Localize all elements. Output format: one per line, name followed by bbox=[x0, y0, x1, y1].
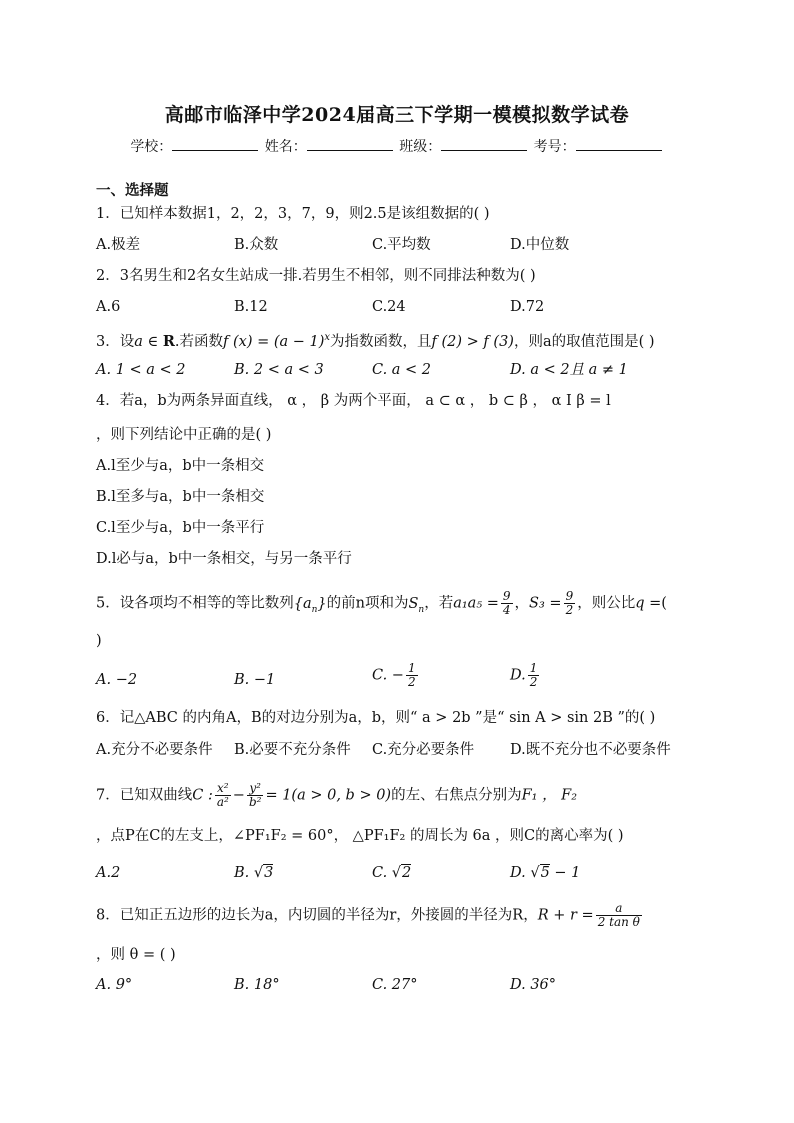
question-3-option-b[interactable]: B. 2 < a < 3 bbox=[234, 362, 324, 378]
q8-f-den: 2 tan θ bbox=[597, 915, 640, 929]
q3-exponent: x bbox=[324, 332, 331, 343]
q3-inequality: f (2) > f (3) bbox=[431, 333, 514, 350]
question-7-stem-line2: ，点P在C的左支上，∠PF₁F₂ = 60°， △PF₁F₂ 的周长为 6a ，则C的离心率为( ) bbox=[96, 828, 624, 844]
q7-opt-b-prefix: B. bbox=[234, 865, 250, 881]
question-8-option-c[interactable]: C. 27° bbox=[372, 977, 418, 993]
question-7-option-d[interactable]: D. √5 − 1 bbox=[510, 865, 581, 881]
question-6-option-c[interactable]: C.充分必要条件 bbox=[372, 742, 475, 758]
q5-opt-d-num: 1 bbox=[529, 661, 538, 675]
q7-opt-b-radicand: 3 bbox=[264, 865, 274, 881]
q5-seq-close: } bbox=[317, 595, 327, 612]
q5-seq-sub: n bbox=[311, 604, 318, 615]
q5-opt-c-num: 1 bbox=[407, 661, 416, 675]
question-4-option-d[interactable]: D.l必与a，b中一条相交，与另一条平行 bbox=[96, 551, 352, 567]
class-label: 班级： bbox=[399, 139, 442, 155]
school-label: 学校： bbox=[130, 139, 173, 155]
question-6-option-d[interactable]: D.既不充分也不必要条件 bbox=[510, 742, 671, 758]
question-5-option-d[interactable] bbox=[510, 662, 541, 689]
q8-fraction bbox=[596, 902, 642, 929]
question-8-stem bbox=[96, 902, 716, 929]
question-8-option-b[interactable]: B. 18° bbox=[234, 977, 280, 993]
q7-f1-num: x² bbox=[215, 782, 231, 796]
q7-f2-num: y² bbox=[247, 782, 264, 796]
question-5-option-c[interactable] bbox=[372, 662, 420, 689]
question-2-stem: 2．3名男生和2名女生站成一排.若男生不相邻，则不同排法种数为( ) bbox=[96, 268, 536, 284]
q3-text-b: .若函数 bbox=[174, 333, 224, 350]
question-5-option-b[interactable]: B. −1 bbox=[234, 672, 276, 688]
q5-sn-letter: S bbox=[408, 595, 419, 612]
q5-seq-open: {a bbox=[293, 595, 312, 612]
q5-f2-den: 2 bbox=[565, 603, 574, 617]
question-6-stem: 6．记△ABC 的内角A，B的对边分别为a，b，则“ a > 2b ”是“ sin A > sin 2B ”的( ) bbox=[96, 710, 656, 726]
q5-opt-c-den: 2 bbox=[407, 675, 416, 689]
question-2-option-b[interactable]: B.12 bbox=[234, 299, 268, 315]
q5-q-eq: q = bbox=[635, 595, 662, 612]
exam-no-label: 考号： bbox=[533, 139, 576, 155]
q3-text-a: 3．设 bbox=[96, 333, 135, 350]
q3-function: f (x) = (a − 1) bbox=[223, 333, 325, 350]
question-1-stem: 1．已知样本数据1，2，2，3，7，9，则2.5是该组数据的( ) bbox=[96, 206, 490, 222]
question-4-option-c[interactable]: C.l至少与a，b中一条平行 bbox=[96, 520, 265, 536]
q5-text-b: 的前n项和为 bbox=[326, 595, 409, 612]
q3-text-c: 为指数函数，且 bbox=[330, 333, 432, 350]
q7-opt-c-radicand: 2 bbox=[402, 865, 412, 881]
question-8-option-d[interactable]: D. 36° bbox=[510, 977, 557, 993]
q7-opt-d-radicand: 5 bbox=[540, 865, 550, 881]
q5-a1a5: a₁a₅ = bbox=[453, 595, 499, 612]
question-3-stem bbox=[96, 328, 716, 352]
question-7-option-c[interactable]: C. √2 bbox=[372, 865, 412, 881]
q3-math-a-in: a ∈ bbox=[134, 333, 163, 350]
name-label: 姓名： bbox=[264, 139, 307, 155]
question-5-stem bbox=[96, 590, 716, 619]
q5-opt-c-prefix: C. − bbox=[372, 667, 404, 684]
question-3-option-a[interactable]: A. 1 < a < 2 bbox=[96, 362, 186, 378]
q5-text-a: 5．设各项均不相等的等比数列 bbox=[96, 595, 294, 612]
q5-text-d: ， bbox=[514, 595, 530, 612]
q8-text-a: 8．已知正五边形的边长为a，内切圆的半径为r，外接圆的半径为R， bbox=[96, 907, 538, 924]
section-heading: 一、选择题 bbox=[96, 182, 169, 199]
q5-text-f: ( bbox=[661, 595, 667, 612]
q5-opt-d-fraction bbox=[528, 662, 540, 689]
q5-f1-num: 9 bbox=[502, 589, 511, 603]
q7-curve-label: C : bbox=[192, 787, 213, 804]
question-2-option-c[interactable]: C.24 bbox=[372, 299, 406, 315]
q8-eq-left: R + r = bbox=[537, 907, 594, 924]
question-3-option-c[interactable]: C. a < 2 bbox=[372, 362, 432, 378]
q5-sn-sub: n bbox=[418, 604, 425, 615]
question-7-option-a[interactable]: A.2 bbox=[96, 865, 121, 881]
question-4-option-b[interactable]: B.l至多与a，b中一条相交 bbox=[96, 489, 265, 505]
class-blank[interactable] bbox=[441, 136, 527, 151]
exam-no-blank[interactable] bbox=[576, 136, 662, 151]
q7-f1-den: a² bbox=[216, 795, 229, 809]
q7-foci: F₁ ， F₂ bbox=[521, 787, 578, 804]
student-info-line bbox=[0, 136, 794, 156]
q5-text-e: ，则公比 bbox=[577, 595, 636, 612]
q7-opt-c-prefix: C. bbox=[372, 865, 388, 881]
question-3-option-d[interactable]: D. a < 2且 a ≠ 1 bbox=[510, 362, 628, 378]
q5-fraction-2 bbox=[564, 590, 576, 617]
q7-equation-cond: = 1(a > 0, b > 0) bbox=[265, 787, 392, 804]
page-title: 高邮市临泽中学2024届高三下学期一模模拟数学试卷 bbox=[164, 104, 630, 126]
q5-fraction-1 bbox=[501, 590, 513, 617]
question-6-option-a[interactable]: A.充分不必要条件 bbox=[96, 742, 213, 758]
question-8-option-a[interactable]: A. 9° bbox=[96, 977, 133, 993]
question-2-option-d[interactable]: D.72 bbox=[510, 299, 545, 315]
question-7-stem bbox=[96, 782, 716, 809]
question-4-stem-line2: ，则下列结论中正确的是( ) bbox=[96, 427, 272, 443]
question-4-stem-line1: 4．若a，b为两条异面直线， α ， β 为两个平面， a ⊂ α ， b ⊂ β ， α I β = l bbox=[96, 393, 611, 409]
q7-text-a: 7．已知双曲线 bbox=[96, 787, 193, 804]
question-8-stem-line2: ，则 θ = ( ) bbox=[96, 947, 176, 963]
q5-text-c: ，若 bbox=[424, 595, 454, 612]
q5-s3: S₃ = bbox=[529, 595, 562, 612]
question-7-option-b[interactable]: B. √3 bbox=[234, 865, 274, 881]
q5-sn bbox=[408, 595, 425, 615]
q7-fraction-y bbox=[247, 782, 264, 809]
q5-sequence bbox=[293, 595, 327, 615]
q7-text-b: 的左、右焦点分别为 bbox=[391, 787, 522, 804]
q8-f-num: a bbox=[596, 902, 642, 916]
q5-opt-d-prefix: D. bbox=[510, 667, 526, 684]
school-blank[interactable] bbox=[172, 136, 258, 151]
question-1-option-b[interactable]: B.众数 bbox=[234, 237, 279, 253]
question-5-stem-line2: ) bbox=[96, 633, 102, 649]
question-4-option-a[interactable]: A.l至少与a，b中一条相交 bbox=[96, 458, 265, 474]
q3-real-set: R bbox=[162, 332, 175, 350]
question-2-option-a[interactable]: A.6 bbox=[96, 299, 121, 315]
q5-f1-den: 4 bbox=[502, 603, 511, 617]
q5-f2-num: 9 bbox=[565, 589, 574, 603]
question-5-option-a[interactable]: A. −2 bbox=[96, 672, 138, 688]
question-1-option-a[interactable]: A.极差 bbox=[96, 237, 141, 253]
question-1-option-d[interactable]: D.中位数 bbox=[510, 237, 570, 253]
q7-minus: − bbox=[232, 787, 245, 804]
q7-opt-d-prefix: D. bbox=[510, 865, 526, 881]
q7-fraction-x bbox=[215, 782, 231, 809]
q7-f2-den: b² bbox=[248, 795, 262, 809]
q7-opt-d-suffix: − 1 bbox=[549, 865, 581, 881]
q5-opt-c-fraction bbox=[406, 662, 418, 689]
q3-text-d: ，则a的取值范围是( ) bbox=[513, 333, 655, 350]
question-6-option-b[interactable]: B.必要不充分条件 bbox=[234, 742, 351, 758]
question-1-option-c[interactable]: C.平均数 bbox=[372, 237, 431, 253]
name-blank[interactable] bbox=[307, 136, 393, 151]
q5-opt-d-den: 2 bbox=[529, 675, 538, 689]
